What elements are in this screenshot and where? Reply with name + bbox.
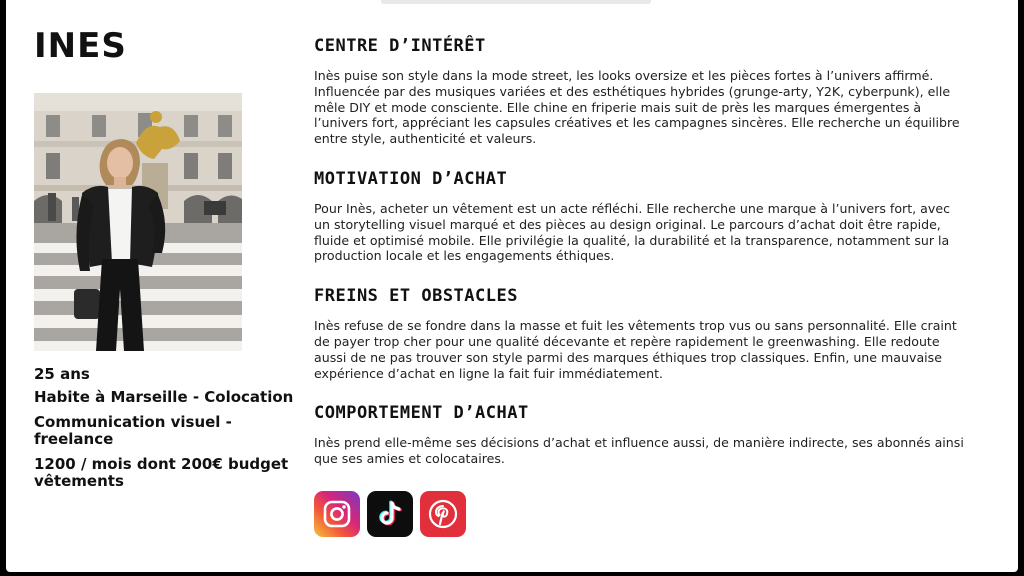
section-title-motivation: MOTIVATION D’ACHAT bbox=[314, 168, 508, 189]
instagram-icon[interactable] bbox=[314, 491, 360, 537]
pinterest-icon[interactable] bbox=[420, 491, 466, 537]
section-title-comportement: COMPORTEMENT D’ACHAT bbox=[314, 403, 529, 424]
window-top-tab bbox=[381, 0, 651, 4]
tiktok-icon[interactable] bbox=[367, 491, 413, 537]
section-text-comportement: Inès prend elle-même ses décisions d’achat et influence aussi, de manière indirecte, ses abonnés ainsi que ses amies et colocataires. bbox=[314, 435, 964, 467]
persona-sections bbox=[314, 36, 964, 489]
persona-name: INES bbox=[34, 26, 127, 66]
persona-budget: 1200 / mois dont 200€ budget vêtements bbox=[34, 455, 289, 490]
section-text-interets: Inès puise son style dans la mode street, les looks oversize et les pièces fortes à l’univers affirmé. Influencée par des musiques variées et des esthétiques hybrides (grunge-arty, Y2K, cyberpunk), elle mêle DIY et mode consciente. Elle chine en friperie mais suit de près les marques émergentes à l’univers fort, appréciant les capsules créatives et les campagnes sincères. Elle recherche un équilibre entre style, authenticité et valeurs. bbox=[314, 68, 960, 147]
persona-photo bbox=[34, 93, 242, 351]
section-text-freins: Inès refuse de se fondre dans la masse et fuit les vêtements trop vus ou sans personnalité. Elle craint de payer trop cher pour une qualité décevante et repère rapidement le greenwashing. Elle redoute aussi de ne pas trouver son style parmi des marques éthiques trop classiques. Enfin, une mauvaise expérience d’achat en ligne la fait fuir immédiatement. bbox=[314, 318, 957, 381]
persona-job: Communication visuel - freelance bbox=[34, 413, 232, 448]
persona-age: 25 ans bbox=[34, 365, 90, 383]
section-text-motivation: Pour Inès, acheter un vêtement est un acte réfléchi. Elle recherche une marque à l’univers fort, avec un storytelling visuel marqué et des pièces au design original. Le parcours d’achat doit être rapide, fluide et optimisé mobile. Elle privilégie la qualité, la durabilité et la transparence, notamment sur la production locale et les engagements éthiques. bbox=[314, 200, 951, 264]
street-photo-illustration bbox=[34, 93, 242, 351]
section-title-interets: CENTRE D’INTÉRÊT bbox=[314, 36, 486, 56]
social-icons bbox=[314, 491, 466, 537]
persona-facts bbox=[34, 366, 314, 498]
persona-slide bbox=[6, 0, 1018, 572]
persona-location: Habite à Marseille - Colocation bbox=[34, 388, 294, 406]
section-title-freins: FREINS ET OBSTACLES bbox=[314, 286, 518, 307]
